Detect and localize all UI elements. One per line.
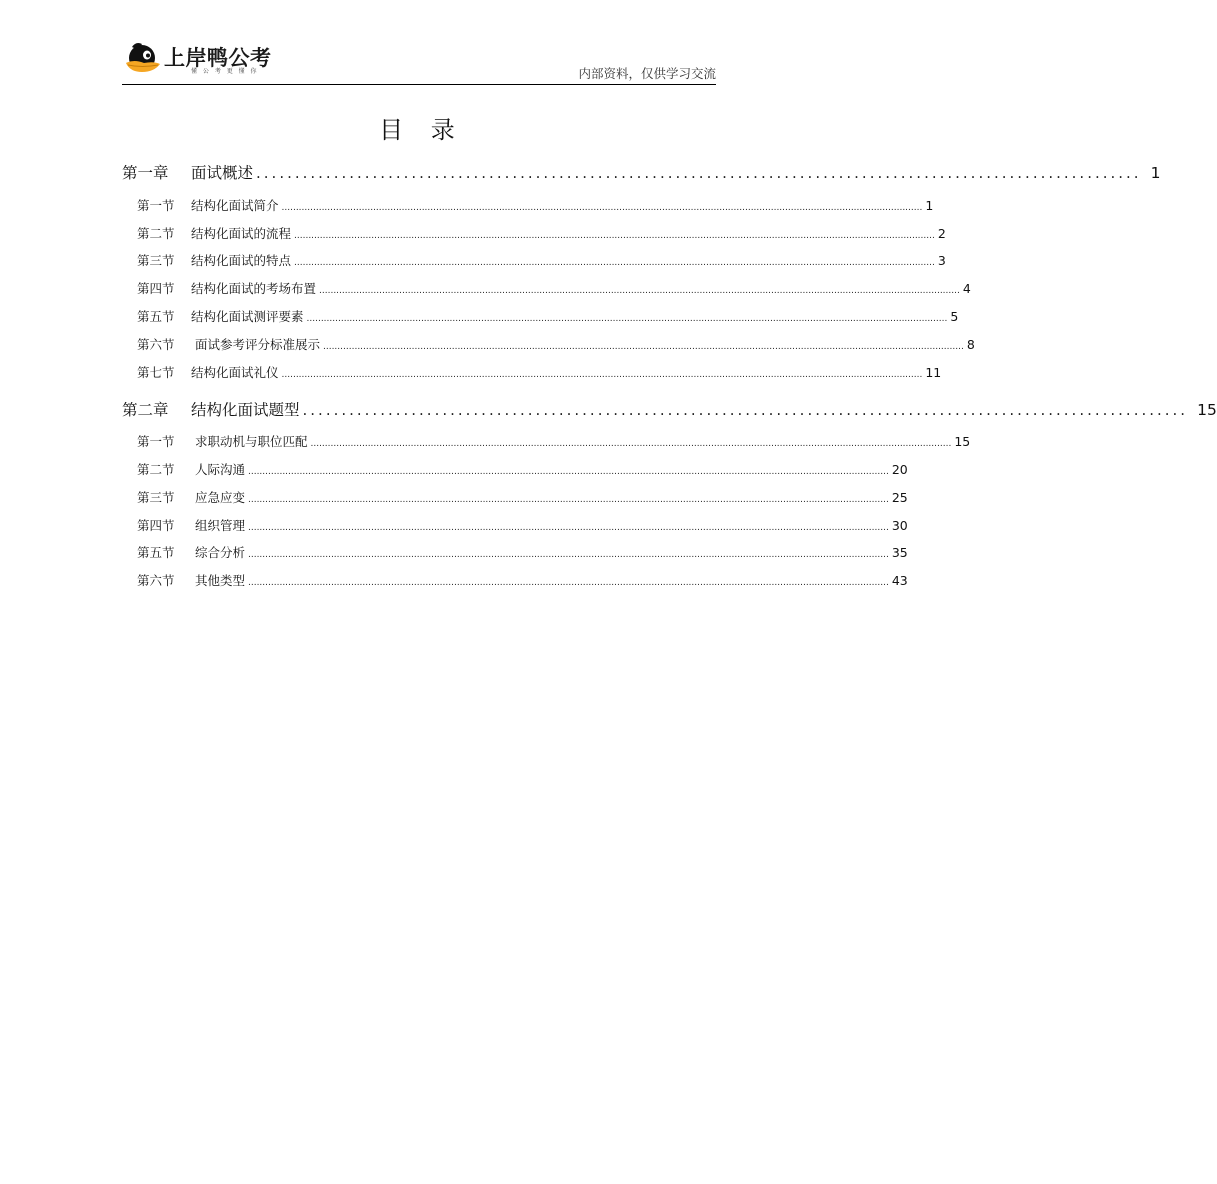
section-title: 面试参考评分标准展示 (191, 337, 320, 352)
page-header (122, 38, 716, 85)
section-number: 第七节 (137, 365, 175, 380)
section-number: 第二节 (137, 462, 175, 477)
chapter-title: 面试概述 (191, 164, 254, 182)
brand-logo (122, 38, 322, 80)
duck-logo-icon (124, 41, 162, 77)
toc-section[interactable] (137, 460, 908, 478)
section-page: 15 (954, 434, 971, 449)
toc-section[interactable] (137, 516, 908, 534)
dot-leader: .................................................................................................................. (256, 164, 1142, 182)
toc-chapter[interactable] (122, 398, 1217, 420)
dot-leader: ................................................................................................................................................................................................................................ (247, 550, 889, 560)
section-page: 43 (891, 573, 908, 588)
chapter-page: 15 (1197, 401, 1217, 419)
toc-section[interactable] (137, 432, 971, 450)
brand-name: 上岸鸭公考 (164, 46, 272, 70)
section-number: 第三节 (137, 490, 175, 505)
toc-section[interactable] (137, 543, 908, 561)
toc-section[interactable] (137, 224, 946, 242)
section-page: 11 (925, 365, 942, 380)
toc-section[interactable] (137, 488, 908, 506)
section-title: 其他类型 (191, 573, 245, 588)
toc-section[interactable] (137, 251, 946, 269)
dot-leader: ................................................................................................................................................................................................................................ (306, 314, 948, 324)
brand-slogan: 懂 公 考 更 懂 你 (191, 68, 259, 75)
dot-leader: ................................................................................................................................................................................................................................ (322, 342, 964, 352)
dot-leader: ................................................................................................................................................................................................................................ (281, 203, 923, 213)
toc-section[interactable] (137, 307, 959, 325)
section-title: 结构化面试的流程 (191, 226, 292, 241)
dot-leader: ................................................................................................................................................................................................................................ (247, 578, 889, 588)
section-number: 第四节 (137, 518, 175, 533)
section-title: 结构化面试简介 (191, 198, 279, 213)
section-page: 2 (937, 226, 946, 241)
dot-leader: .................................................................................................................. (302, 401, 1189, 419)
section-number: 第六节 (137, 573, 175, 588)
section-page: 25 (891, 490, 908, 505)
section-page: 3 (937, 253, 946, 268)
dot-leader: ................................................................................................................................................................................................................................ (294, 231, 935, 241)
section-page: 5 (950, 309, 959, 324)
section-number: 第一节 (137, 434, 175, 449)
section-title: 结构化面试测评要素 (191, 309, 304, 324)
toc-section[interactable] (137, 196, 934, 214)
section-number: 第六节 (137, 337, 175, 352)
section-number: 第一节 (137, 198, 175, 213)
toc-section[interactable] (137, 571, 908, 589)
section-number: 第四节 (137, 281, 175, 296)
section-title: 综合分析 (191, 545, 245, 560)
section-title: 结构化面试的考场布置 (191, 281, 317, 296)
toc-chapter[interactable] (122, 161, 1161, 183)
section-title: 求职动机与职位匹配 (191, 434, 308, 449)
chapter-title: 结构化面试题型 (191, 401, 300, 419)
toc-section[interactable] (137, 363, 942, 381)
dot-leader: ................................................................................................................................................................................................................................ (310, 439, 952, 449)
section-page: 35 (891, 545, 908, 560)
section-page: 8 (966, 337, 975, 352)
section-title: 人际沟通 (191, 462, 245, 477)
section-page: 20 (891, 462, 908, 477)
toc-title: 目 录 (379, 116, 465, 144)
toc-section[interactable] (137, 279, 971, 297)
section-number: 第五节 (137, 545, 175, 560)
section-number: 第五节 (137, 309, 175, 324)
dot-leader: ................................................................................................................................................................................................................................ (247, 523, 889, 533)
dot-leader: ................................................................................................................................................................................................................................ (281, 370, 923, 380)
dot-leader: ................................................................................................................................................................................................................................ (247, 467, 889, 477)
dot-leader: ................................................................................................................................................................................................................................ (294, 258, 935, 268)
internal-use-note: 内部资料，仅供学习交流 (578, 66, 716, 81)
chapter-page: 1 (1150, 164, 1161, 182)
toc-section[interactable] (137, 335, 975, 353)
section-page: 1 (925, 198, 934, 213)
section-title: 应急应变 (191, 490, 245, 505)
dot-leader: ................................................................................................................................................................................................................................ (247, 495, 889, 505)
dot-leader: ................................................................................................................................................................................................................................ (319, 286, 960, 296)
section-title: 结构化面试的特点 (191, 253, 292, 268)
section-page: 30 (891, 518, 908, 533)
section-number: 第三节 (137, 253, 175, 268)
section-page: 4 (962, 281, 971, 296)
section-title: 组织管理 (191, 518, 245, 533)
chapter-number: 第一章 (122, 164, 169, 182)
chapter-number: 第二章 (122, 401, 169, 419)
section-title: 结构化面试礼仪 (191, 365, 279, 380)
section-number: 第二节 (137, 226, 175, 241)
